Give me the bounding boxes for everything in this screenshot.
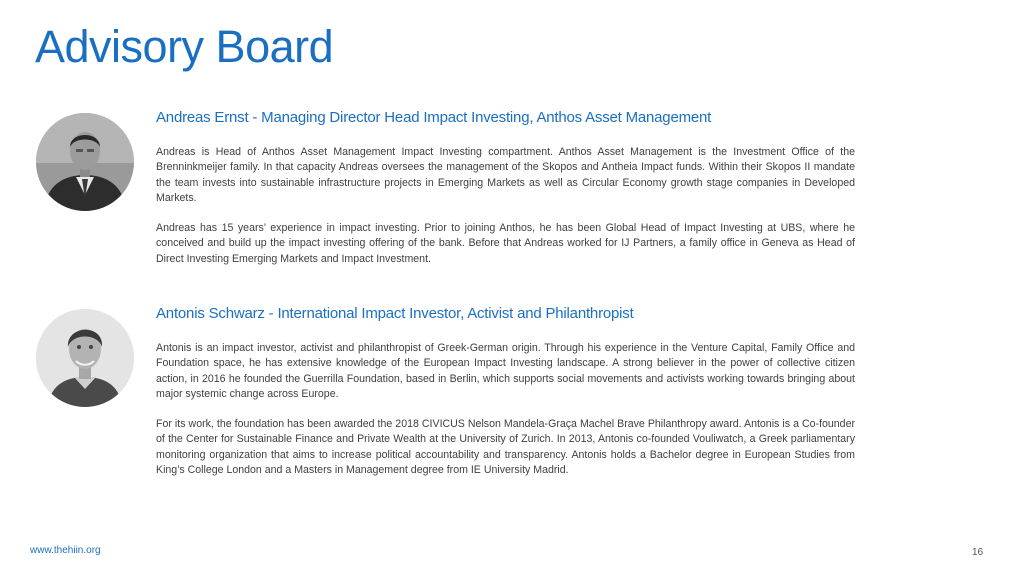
bio-paragraph: For its work, the foundation has been awarded the 2018 CIVICUS Nelson Mandela-Graça Machel Brave Philanthropy award. Antonis is a Co-founder of the Center for Sustainable Finance and Private Wealth at the University of Zurich. In 2013, Antonis co-founded Vouliwatch, a Greek parliamentary monitoring organization that aims to increase political accountability and transparency. Antonis holds a Bachelor degree in European Studies from King’s College London and a Masters in Management degree from IE University Madrid.: [156, 418, 855, 476]
page-number: 16: [972, 547, 984, 558]
portrait-photo: [36, 309, 134, 407]
member-name-title: Antonis Schwarz - International Impact Investor, Activist and Philanthropist: [156, 305, 634, 322]
slide-title: Advisory Board: [35, 21, 334, 72]
bio-paragraph: Antonis is an impact investor, activist and philanthropist of Greek-German origin. Through his experience in the Venture Capital, Family Office and Foundation space, he has extensive knowledge of the European Impact Investing landscape. A strong believer in the power of collective citizen action, in 2016 he founded the Guerrilla Foundation, based in Berlin, which supports social movements and activists working towards bringing about major systemic change across Europe.: [156, 342, 855, 400]
bio-paragraph: Andreas has 15 years’ experience in impact investing. Prior to joining Anthos, he has been Global Head of Impact Investing at UBS, where he conceived and build up the impact investing offering of the bank. Before that Andreas worked for IJ Partners, a family office in Geneva as Head of Direct Investing Emerging Markets and Impact Investment.: [156, 222, 855, 265]
bio-paragraph: Andreas is Head of Anthos Asset Management Impact Investing compartment. Anthos Asset Management is the Investment Office of the Brenninkmeijer family. In that capacity Andreas oversees the management of the Skopos and Antheia Impact funds. Within their Skopos II mandate the team invests into sustainable infrastructure projects in Emerging Markets as well as Circular Economy growth stage companies in Developed Markets.: [156, 146, 855, 204]
portrait-photo: [36, 113, 134, 211]
portrait-antonis-image: [36, 309, 134, 407]
footer-website-link[interactable]: www.thehiin.org: [30, 545, 101, 556]
member-name-title: Andreas Ernst - Managing Director Head Impact Investing, Anthos Asset Management: [156, 109, 712, 126]
portrait-andreas-image: [36, 113, 134, 211]
